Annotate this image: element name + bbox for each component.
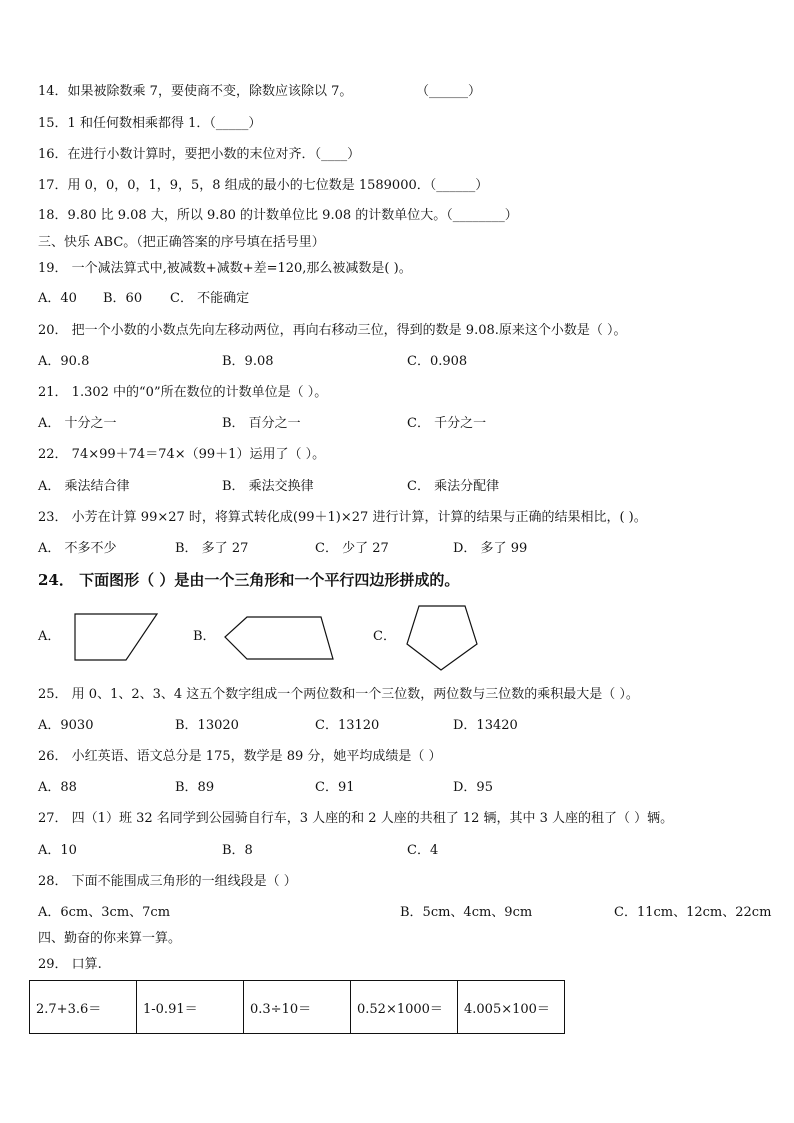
option-27-b[interactable]: B．8 [222,843,253,858]
question-16 [38,146,360,164]
question-28: 28． 下面不能围成三角形的一组线段是（ ） [38,874,297,889]
option-19-a[interactable]: A．40 [38,291,77,306]
question-27: 27． 四（1）班 32 名同学到公园骑自行车，3 人座的和 2 人座的共租了 12 辆，其中 3 人座的租了（ ）辆。 [38,811,674,826]
option-22-a[interactable]: A． 乘法结合律 [38,479,130,494]
option-26-b[interactable]: B．89 [175,780,215,795]
option-19-b[interactable]: B．60 [103,291,143,306]
hexagon-shape [223,615,335,661]
option-24-c[interactable]: C． [373,629,396,644]
option-24-b[interactable]: B． [193,629,216,644]
option-23-c[interactable]: C． 少了 27 [315,541,389,556]
answer-blank-14[interactable]: （______） [416,84,482,99]
question-text: 1 和任何数相乘都得 1． [67,116,210,131]
answer-blank-16[interactable]: （____） [314,147,361,162]
question-text: 用 0，0，0，1，9，5，8 组成的最小的七位数是 1589000． [67,178,430,193]
question-29: 29． 口算. [38,957,102,972]
option-25-a[interactable]: A．9030 [38,718,94,733]
option-20-c[interactable]: C．0.908 [407,354,468,369]
option-26-c[interactable]: C．91 [315,780,355,795]
option-26-d[interactable]: D．95 [453,780,493,795]
answer-blank-18[interactable]: （________） [446,208,518,223]
option-25-d[interactable]: D．13420 [453,718,518,733]
calc-cell-2[interactable]: 1-0.91＝ [137,981,244,1034]
question-text: 9.80 比 9.08 大，所以 9.80 的计数单位比 9.08 的计数单位大。 [67,208,447,223]
calc-cell-5[interactable]: 4.005×100＝ [458,981,565,1034]
trapezoid-shape [74,612,160,662]
question-number: 16． [38,147,68,162]
question-number: 18． [38,208,68,223]
question-19: 19． 一个减法算式中,被减数+减数+差=120,那么被减数是( )。 [38,261,412,276]
question-text: 在进行小数计算时，要把小数的末位对齐． [67,147,315,162]
option-19-c[interactable]: C． 不能确定 [170,291,250,306]
option-25-c[interactable]: C．13120 [315,718,380,733]
question-18 [38,207,518,225]
question-20: 20． 把一个小数的小数点先向左移动两位，再向右移动三位，得到的数是 9.08.原来这个小数是（ ）。 [38,323,627,338]
option-23-b[interactable]: B． 多了 27 [175,541,249,556]
question-23: 23． 小芳在计算 99×27 时，将算式转化成(99＋1)×27 进行计算，计算的结果与正确的结果相比，( )。 [38,510,647,525]
option-21-c[interactable]: C． 千分之一 [407,416,487,431]
pentagon-shape [405,604,479,672]
question-26: 26． 小红英语、语文总分是 175，数学是 89 分，她平均成绩是（ ） [38,749,442,764]
answer-blank-15[interactable]: （_____） [209,116,262,131]
option-24-a[interactable]: A． [38,629,61,644]
question-21: 21． 1.302 中的“0”所在数位的计数单位是（ ）。 [38,385,328,400]
question-number: 17． [38,178,68,193]
calc-cell-3[interactable]: 0.3÷10＝ [244,981,351,1034]
option-27-a[interactable]: A．10 [38,843,77,858]
calc-cell-4[interactable]: 0.52×1000＝ [351,981,458,1034]
question-25: 25． 用 0、1、2、3、4 这五个数字组成一个两位数和一个三位数，两位数与三位数的乘积最大是（ ）。 [38,687,639,702]
option-22-b[interactable]: B． 乘法交换律 [222,479,314,494]
option-28-a[interactable]: A．6cm、3cm、7cm [38,905,171,920]
option-20-a[interactable]: A．90.8 [38,354,90,369]
table-row [30,981,565,1034]
question-22: 22． 74×99＋74＝74×（99＋1）运用了（ ）。 [38,447,326,462]
option-21-a[interactable]: A． 十分之一 [38,416,117,431]
option-28-b[interactable]: B．5cm、4cm、9cm [400,905,533,920]
option-26-a[interactable]: A．88 [38,780,77,795]
option-27-c[interactable]: C．4 [407,843,439,858]
question-number: 14． [38,84,68,99]
option-20-b[interactable]: B．9.08 [222,354,274,369]
question-24: 24． 下面图形（ ）是由一个三角形和一个平行四边形拼成的。 [38,571,460,589]
question-text: 如果被除数乘 7，要使商不变，除数应该除以 7。 [67,84,353,99]
calc-cell-1[interactable]: 2.7+3.6＝ [30,981,137,1034]
question-17 [38,177,488,195]
section-heading-4: 四、勤奋的你来算一算。 [38,931,182,946]
answer-blank-17[interactable]: （______） [429,178,489,193]
option-21-b[interactable]: B． 百分之一 [222,416,301,431]
option-28-c[interactable]: C．11cm、12cm、22cm [614,905,772,920]
option-23-a[interactable]: A． 不多不少 [38,541,117,556]
question-15 [38,115,261,133]
mental-math-table [29,980,565,1034]
option-22-c[interactable]: C． 乘法分配律 [407,479,500,494]
question-number: 15． [38,116,68,131]
option-23-d[interactable]: D． 多了 99 [453,541,528,556]
option-25-b[interactable]: B．13020 [175,718,239,733]
section-heading-3: 三、快乐 ABC。（把正确答案的序号填在括号里） [38,235,325,250]
question-14 [38,83,352,101]
